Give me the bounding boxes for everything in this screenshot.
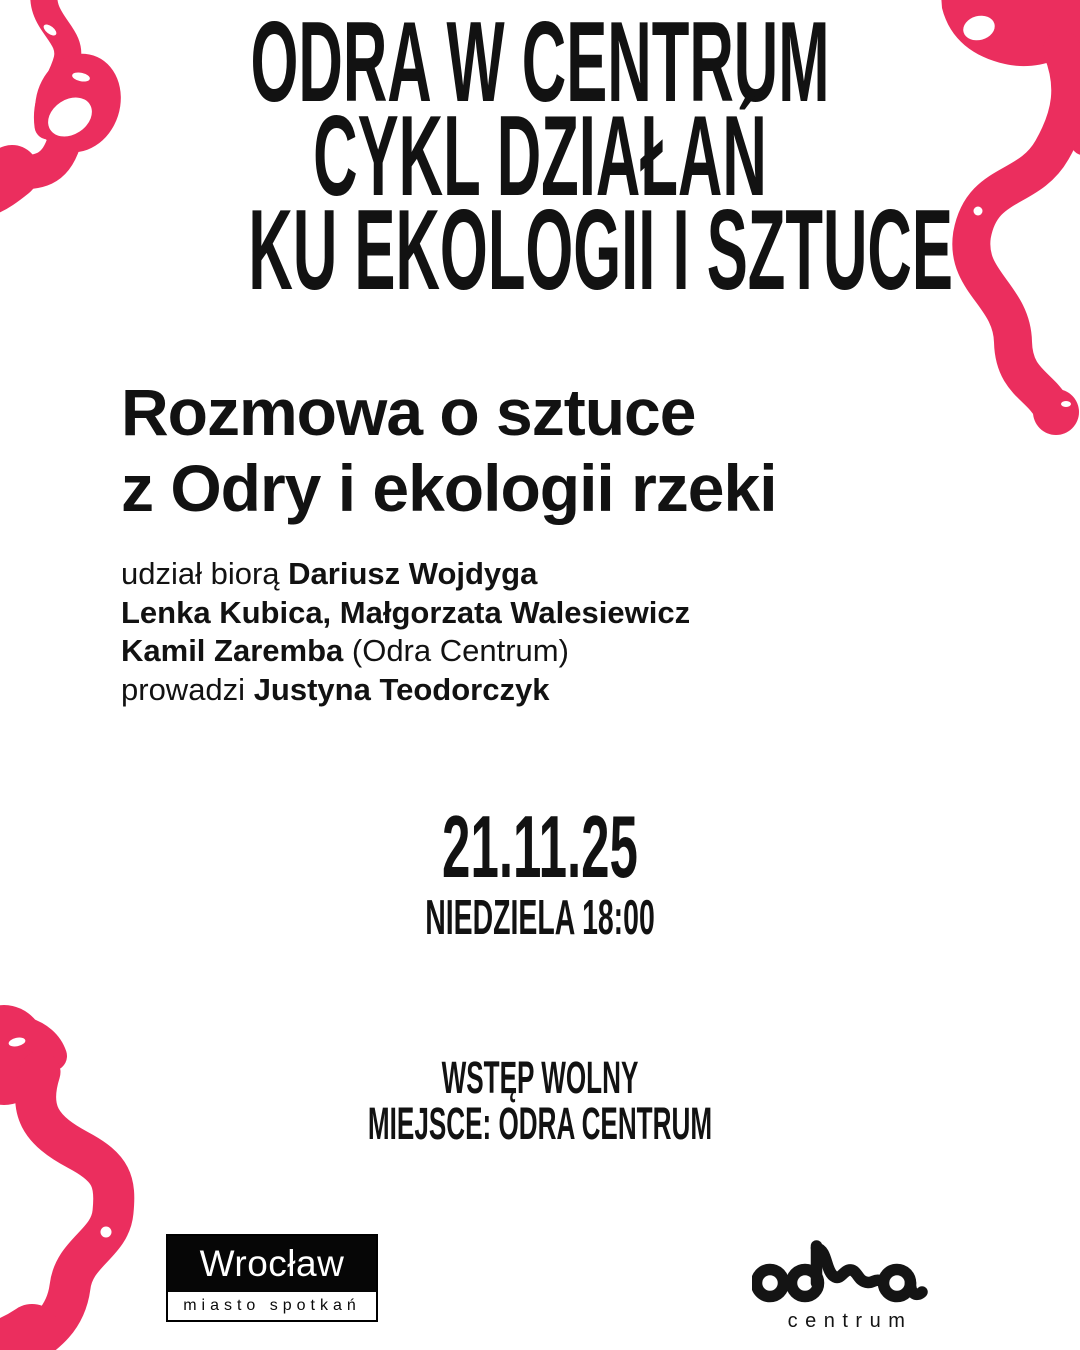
participant-name: Lenka Kubica, Małgorzata Walesiewicz	[121, 594, 691, 630]
odra-wordmark-icon	[752, 1236, 942, 1308]
participant-name: Kamil Zaremba	[121, 633, 344, 668]
poster-title	[0, 0, 1080, 314]
participants-prefix: udział biorą	[121, 556, 289, 591]
participants-row	[121, 671, 690, 710]
participants-suffix: (Odra Centrum)	[343, 633, 569, 668]
event-date-block	[0, 797, 1080, 945]
participants-row	[121, 594, 690, 633]
participants-list	[121, 555, 690, 709]
subtitle-line-1: Rozmowa o sztuce	[121, 375, 696, 449]
wroclaw-logo-tagline: miasto spotkań	[168, 1292, 376, 1320]
odra-centrum-logo	[752, 1236, 942, 1333]
title-line-2: CYKL DZIAŁAŃ	[313, 93, 767, 220]
event-day-time: NIEDZIELA 18:00	[425, 891, 655, 945]
event-date: 21.11.25	[442, 797, 638, 896]
participants-prefix: prowadzi	[121, 671, 254, 707]
participants-row	[121, 632, 690, 671]
admission-block	[0, 1052, 1080, 1149]
participant-name: Justyna Teodorczyk	[253, 671, 550, 707]
wroclaw-logo	[166, 1234, 378, 1322]
participant-name: Dariusz Wojdyga	[288, 556, 538, 591]
odra-logo-tagline: centrum	[787, 1310, 913, 1332]
title-line-1: ODRA W CENTRUM	[250, 0, 830, 126]
wroclaw-logo-name: Wrocław	[168, 1236, 376, 1292]
subtitle-line-2: z Odry i ekologii rzeki	[121, 451, 777, 525]
title-line-3: KU EKOLOGII I SZTUCE	[248, 187, 953, 314]
venue-text: MIEJSCE: ODRA CENTRUM	[367, 1098, 713, 1149]
event-subtitle	[121, 374, 777, 526]
participants-row	[121, 555, 690, 594]
admission-text: WSTĘP WOLNY	[441, 1052, 639, 1103]
